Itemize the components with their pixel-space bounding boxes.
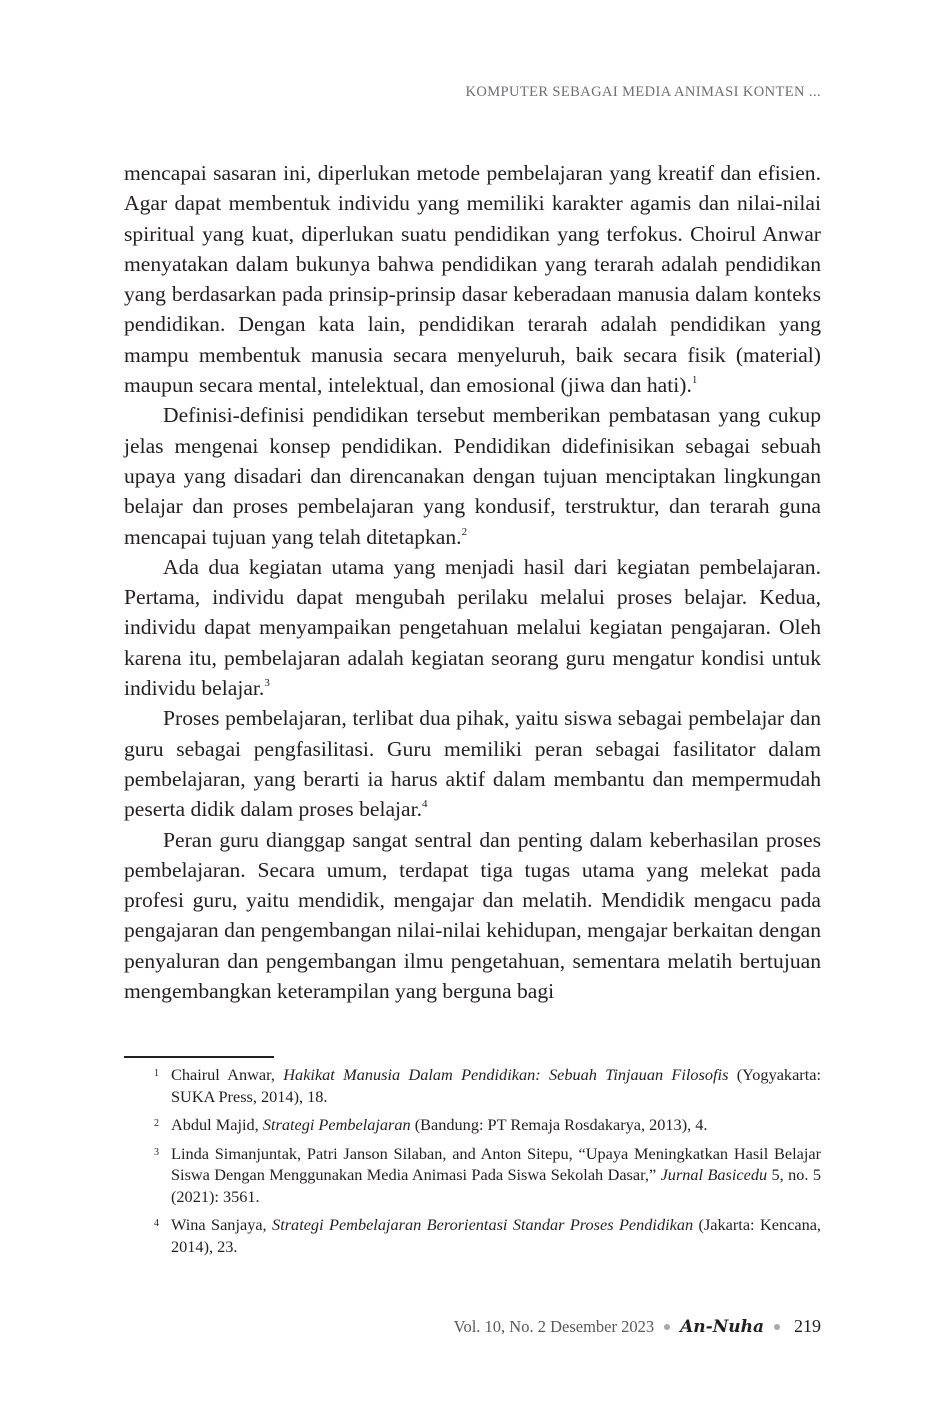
footnote-publication: (Jakarta: Kencana, 2014), 23. <box>171 1215 822 1256</box>
footnote-title: Hakikat Manusia Dalam Pendidikan: Sebuah Tinjauan Filosofis <box>283 1065 729 1084</box>
bullet-dot-icon <box>774 1324 780 1330</box>
footnote-4 <box>124 1214 821 1257</box>
footnote-3 <box>124 1143 821 1208</box>
paragraph-text: Proses pembelajaran, terlibat dua pihak, yaitu siswa sebagai pembelajar dan guru sebagai pengfasilitasi. Guru memiliki peran sebagai fasilitator dalam pembelajaran, yang berarti ia harus aktif dalam membantu dan mempermudah peserta didik dalam proses belajar. <box>124 706 821 822</box>
footnote-number: 2 <box>154 1118 159 1129</box>
footnote-publication: 5, no. 5 (2021): 3561. <box>171 1165 821 1206</box>
footnote-ref-3[interactable]: 3 <box>264 677 270 690</box>
footnote-author: Abdul Majid, <box>171 1115 263 1134</box>
footnote-title: Jurnal Basicedu <box>660 1165 768 1184</box>
footnote-author: Linda Simanjuntak, Patri Janson Silaban, and Anton Sitepu, “Upaya Meningkatkan Hasil Belajar Siswa Dengan Menggunakan Media Animasi Pada Siswa Sekolah Dasar,” <box>171 1143 821 1184</box>
paragraph-text: Peran guru dianggap sangat sentral dan penting dalam keberhasilan proses pembelajaran. Secara umum, terdapat tiga tugas utama yang melekat pada profesi guru, yaitu mendidik, mengajar dan melatih. Mendidik mengacu pada pengajaran dan pengembangan nilai-nilai kehidupan, mengajar berkaitan dengan penyaluran dan pengembangan ilmu pengetahuan, sementara melatih bertujuan mengembangkan keterampilan yang berguna bagi <box>124 827 821 1004</box>
page-number: 219 <box>794 1316 821 1336</box>
paragraph-text: Ada dua kegiatan utama yang menjadi hasil dari kegiatan pembelajaran. Pertama, individu dapat mengubah perilaku melalui proses belajar. Kedua, individu dapat menyampaikan pengetahuan melalui kegiatan pengajaran. Oleh karena itu, pembelajaran adalah kegiatan seorang guru mengatur kondisi untuk individu belajar. <box>124 554 821 701</box>
footnote-number: 3 <box>154 1146 159 1158</box>
footnote-number: 4 <box>154 1218 159 1229</box>
footnote-1 <box>124 1064 821 1107</box>
footnotes <box>124 1064 821 1264</box>
issue-info: Vol. 10, No. 2 Desember 2023 <box>453 1316 655 1336</box>
paragraph-4 <box>124 703 821 824</box>
body-text <box>124 158 821 1006</box>
footnote-publication: (Yogyakarta: SUKA Press, 2014), 18. <box>171 1065 821 1106</box>
paragraph-text: mencapai sasaran ini, diperlukan metode pembelajaran yang kreatif dan efisien. Agar dapat membentuk individu yang memiliki karakter agamis dan nilai-nilai spiritual yang kuat, diperlukan suatu pendidikan yang terfokus. Choirul Anwar menyatakan dalam bukunya bahwa pendidikan yang terarah adalah pendidikan yang berdasarkan pada prinsip-prinsip dasar keberadaan manusia dalam konteks pendidikan. Dengan kata lain, pendidikan terarah adalah pendidikan yang mampu membentuk manusia secara menyeluruh, baik secara fisik (material) maupun secara mental, intelektual, dan emosional (jiwa dan hati). <box>124 161 821 398</box>
paragraph-1 <box>124 158 821 400</box>
footnote-author: Chairul Anwar, <box>171 1065 284 1084</box>
footnote-divider <box>124 1056 274 1058</box>
footnote-2 <box>124 1114 821 1136</box>
footnote-ref-2[interactable]: 2 <box>461 525 468 538</box>
footnote-ref-4[interactable]: 4 <box>422 798 428 811</box>
footnote-number: 1 <box>154 1068 159 1079</box>
paragraph-3 <box>124 552 821 703</box>
footnote-publication: (Bandung: PT Remaja Rosdakarya, 2013), 4. <box>410 1115 708 1134</box>
paragraph-text: Definisi-definisi pendidikan tersebut memberikan pembatasan yang cukup jelas mengenai konsep pendidikan. Pendidikan didefinisikan sebagai sebuah upaya yang disadari dan direncanakan dengan tujuan menciptakan lingkungan belajar dan proses pembelajaran yang kondusif, terstruktur, dan terarah guna mencapai tujuan yang telah ditetapkan. <box>124 403 821 549</box>
footnote-title: Strategi Pembelajaran <box>262 1115 411 1134</box>
page-footer <box>454 1316 821 1337</box>
paragraph-2 <box>124 400 821 551</box>
bullet-dot-icon <box>664 1324 670 1330</box>
footnote-title: Strategi Pembelajaran Berorientasi Standar Proses Pendidikan <box>272 1215 694 1234</box>
footnote-ref-1[interactable]: 1 <box>691 374 698 387</box>
running-header: KOMPUTER SEBAGAI MEDIA ANIMASI KONTEN ... <box>465 84 821 100</box>
footnote-author: Wina Sanjaya, <box>171 1215 273 1234</box>
journal-logo: An-Nuha <box>680 1316 764 1337</box>
paragraph-5 <box>124 825 821 1007</box>
